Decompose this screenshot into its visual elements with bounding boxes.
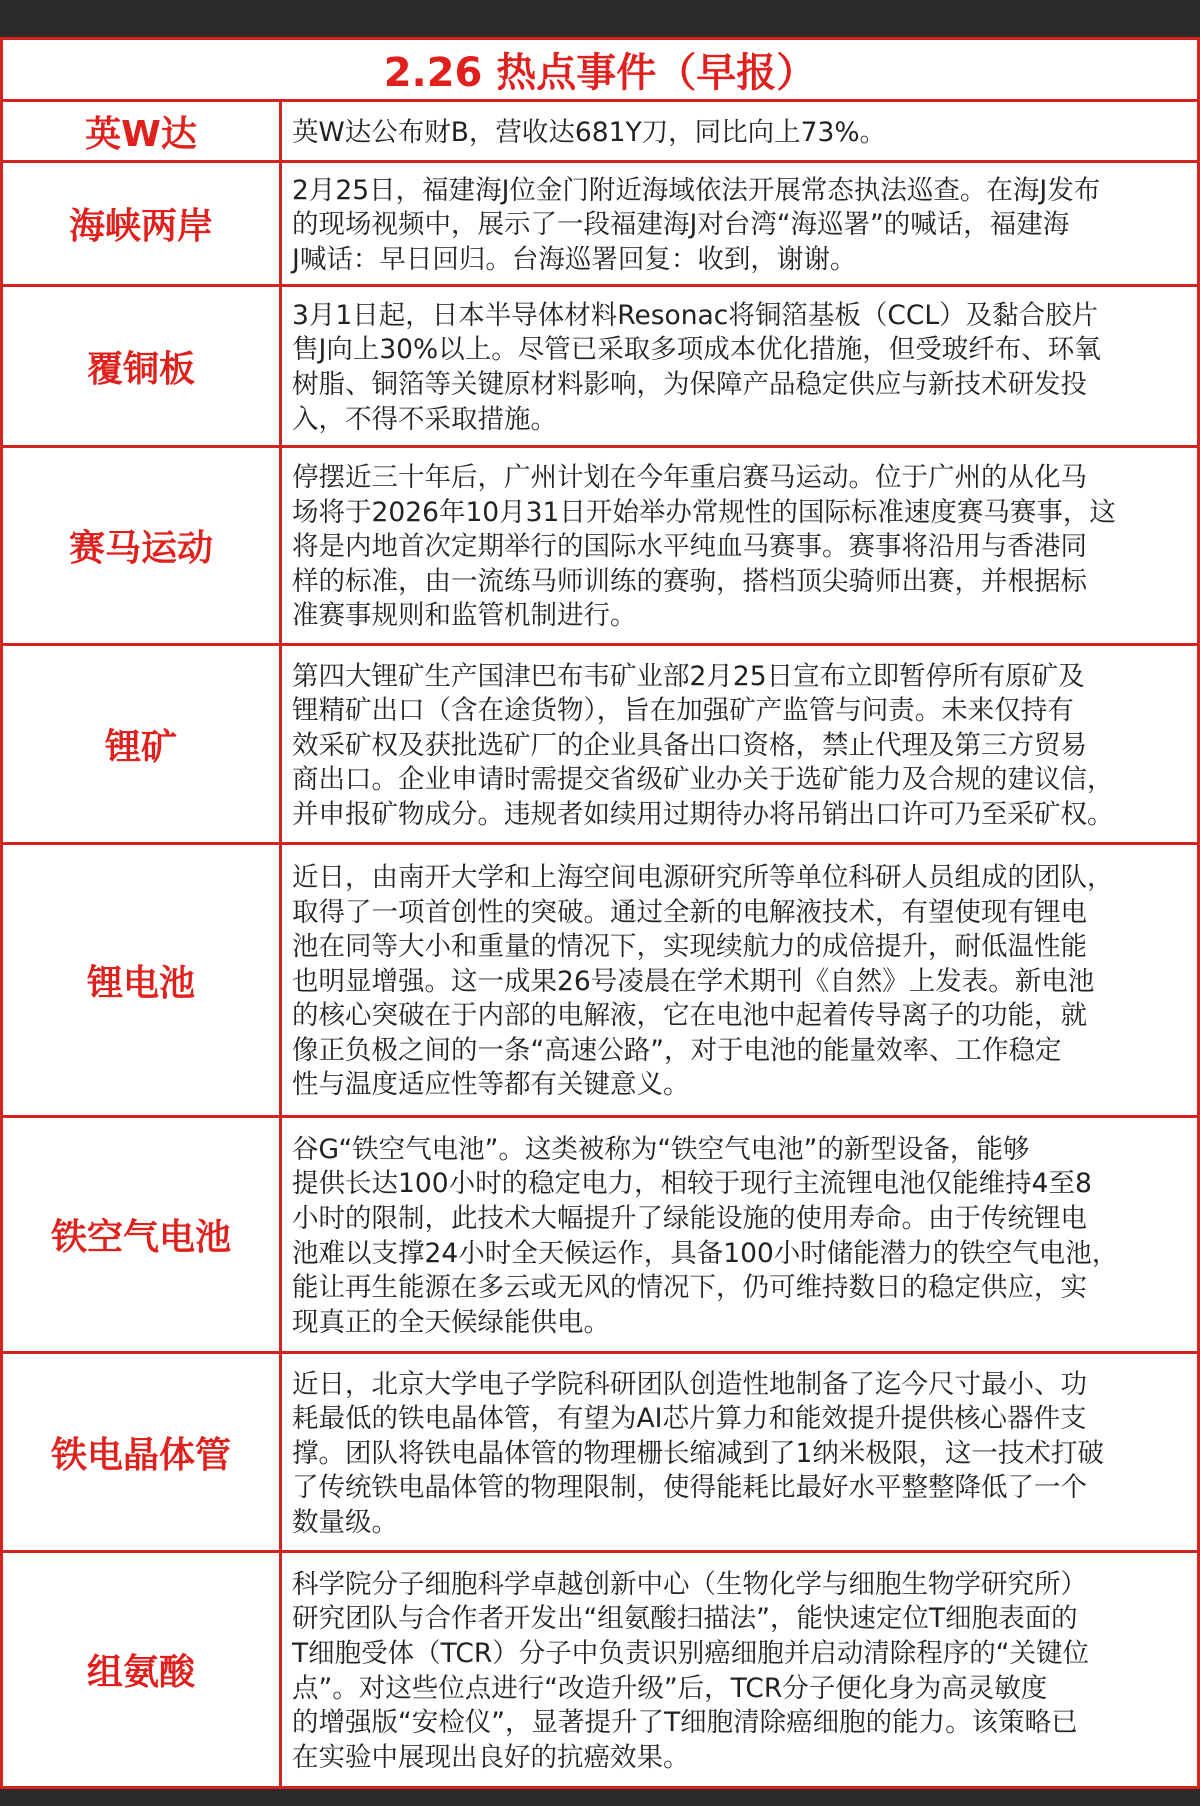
- topic-label: 铁空气电池: [3, 1118, 282, 1351]
- description-line: 像正负极之间的一条“高速公路”，对于电池的能量效率、工作稳定: [292, 1034, 1062, 1066]
- description-line: T细胞受体（TCR）分子中负责识别癌细胞并启动清除程序的“关键位: [292, 1637, 1089, 1669]
- page-title: 2.26 热点事件（早报）: [3, 40, 1197, 102]
- event-description: [282, 287, 1197, 445]
- topic-label: 铁电晶体管: [3, 1354, 282, 1550]
- table-row: [3, 1118, 1197, 1354]
- description-line: 了传统铁电晶体管的物理限制，使得能耗比最好水平整整降低了一个: [292, 1472, 1087, 1504]
- description-line: 树脂、铜箔等关键原材料影响，为保障产品稳定供应与新技术研发投: [292, 369, 1087, 400]
- description-line: 性与温度适应性等都有关键意义。: [292, 1069, 690, 1101]
- description-line: 现真正的全天候绿能供电。: [292, 1306, 610, 1338]
- description-line: 撑。团队将铁电晶体管的物理栅长缩减到了1纳米极限，这一技术打破: [292, 1437, 1104, 1469]
- description-line: 停摆近三十年后，广州计划在今年重启赛马运动。位于广州的从化马: [292, 462, 1087, 494]
- event-description: [282, 646, 1197, 842]
- topic-label: 覆铜板: [3, 287, 282, 445]
- description-line: 近日，北京大学电子学院科研团队创造性地制备了迄今尺寸最小、功: [292, 1368, 1087, 1400]
- description-line: 耗最低的铁电晶体管，有望为AI芯片算力和能效提升提供核心器件支: [292, 1403, 1087, 1435]
- description-line: 英W达公布财B，营收达681Y刀，同比向上73%。: [292, 116, 887, 148]
- table-row: [3, 287, 1197, 448]
- bottom-bar: [0, 1789, 1200, 1806]
- description-line: 近日，由南开大学和上海空间电源研究所等单位科研人员组成的团队，: [292, 861, 1114, 893]
- description-line: 售J向上30%以上。尽管已采取多项成本优化措施，但受玻纤布、环氧: [292, 334, 1101, 366]
- table-row: [3, 646, 1197, 845]
- description-line: 并申报矿物成分。违规者如续用过期待办将吊销出口许可乃至采矿权。: [292, 798, 1114, 830]
- topic-label: 组氨酸: [3, 1553, 282, 1786]
- description-line: J喊话：早日回归。台海巡署回复：收到，谢谢。: [292, 243, 857, 275]
- description-line: 科学院分子细胞科学卓越创新中心（生物化学与细胞生物学研究所）: [292, 1568, 1087, 1600]
- table-row: [3, 163, 1197, 287]
- description-line: 也明显增强。这一成果26号凌晨在学术期刊《自然》上发表。新电池: [292, 965, 1095, 997]
- description-line: 的现场视频中，展示了一段福建海J对台湾“海巡署”的喊话，福建海: [292, 209, 1070, 241]
- description-line: 谷G“铁空气电池”。这类被称为“铁空气电池”的新型设备，能够: [292, 1133, 1030, 1165]
- table-row: [3, 1553, 1197, 1786]
- table-row: [3, 102, 1197, 163]
- description-line: 2月25日，福建海J位金门附近海域依法开展常态执法巡查。在海J发布: [292, 174, 1101, 206]
- description-line: 能让再生能源在多云或无风的情况下，仍可维持数日的稳定供应，实: [292, 1272, 1087, 1304]
- description-line: 样的标准，由一流练马师训练的赛驹，搭档顶尖骑师出赛，并根据标: [292, 565, 1087, 597]
- description-line: 提供长达100小时的稳定电力，相较于现行主流锂电池仅能维持4至8: [292, 1168, 1092, 1200]
- description-line: 第四大锂矿生产国津巴布韦矿业部2月25日宣布立即暂停所有原矿及: [292, 660, 1085, 692]
- hot-events-table: [0, 37, 1200, 1789]
- description-line: 点”。对这些位点进行“改造升级”后，TCR分子便化身为高灵敏度: [292, 1672, 1048, 1704]
- description-line: 的增强版“安检仪”，显著提升了T细胞清除癌细胞的能力。该策略已: [292, 1707, 1078, 1739]
- event-description: [282, 163, 1197, 284]
- description-line: 场将于2026年10月31日开始举办常规性的国际标准速度赛马赛事，这: [292, 496, 1116, 528]
- topic-label: 锂电池: [3, 845, 282, 1115]
- event-description: [282, 448, 1197, 643]
- description-line: 研究团队与合作者开发出“组氨酸扫描法”，能快速定位T细胞表面的: [292, 1603, 1078, 1635]
- description-line: 池在同等大小和重量的情况下，实现续航力的成倍提升，耐低温性能: [292, 931, 1087, 963]
- description-line: 效采矿权及获批选矿厂的企业具备出口资格，禁止代理及第三方贸易: [292, 729, 1087, 761]
- description-line: 入，不得不采取措施。: [292, 403, 557, 435]
- description-line: 池难以支撑24小时全天候运作，具备100小时储能潜力的铁空气电池，: [292, 1237, 1119, 1269]
- event-description: [282, 845, 1197, 1115]
- description-line: 商出口。企业申请时需提交省级矿业办关于选矿能力及合规的建议信，: [292, 764, 1114, 796]
- topic-label: 海峡两岸: [3, 163, 282, 284]
- description-line: 准赛事规则和监管机制进行。: [292, 600, 637, 632]
- table-row: [3, 448, 1197, 646]
- event-description: [282, 1553, 1197, 1786]
- table-row: [3, 1354, 1197, 1553]
- description-line: 数量级。: [292, 1506, 398, 1538]
- event-description: [282, 102, 1197, 160]
- description-line: 取得了一项首创性的突破。通过全新的电解液技术，有望使现有锂电: [292, 896, 1087, 928]
- topic-label: 赛马运动: [3, 448, 282, 643]
- description-line: 3月1日起，日本半导体材料Resonac将铜箔基板（CCL）及黏合胶片: [292, 299, 1099, 331]
- description-line: 在实验中展现出良好的抗癌效果。: [292, 1741, 690, 1773]
- description-line: 锂精矿出口（含在途货物），旨在加强矿产监管与问责。未来仅持有: [292, 695, 1074, 727]
- event-description: [282, 1354, 1197, 1550]
- topic-label: 锂矿: [3, 646, 282, 842]
- table-row: [3, 845, 1197, 1118]
- topic-label: 英W达: [3, 102, 282, 160]
- description-line: 的核心突破在于内部的电解液，它在电池中起着传导离子的功能，就: [292, 1000, 1087, 1032]
- description-line: 小时的限制，此技术大幅提升了绿能设施的使用寿命。由于传统锂电: [292, 1202, 1087, 1234]
- event-description: [282, 1118, 1197, 1351]
- description-line: 将是内地首次定期举行的国际水平纯血马赛事。赛事将沿用与香港同: [292, 531, 1087, 563]
